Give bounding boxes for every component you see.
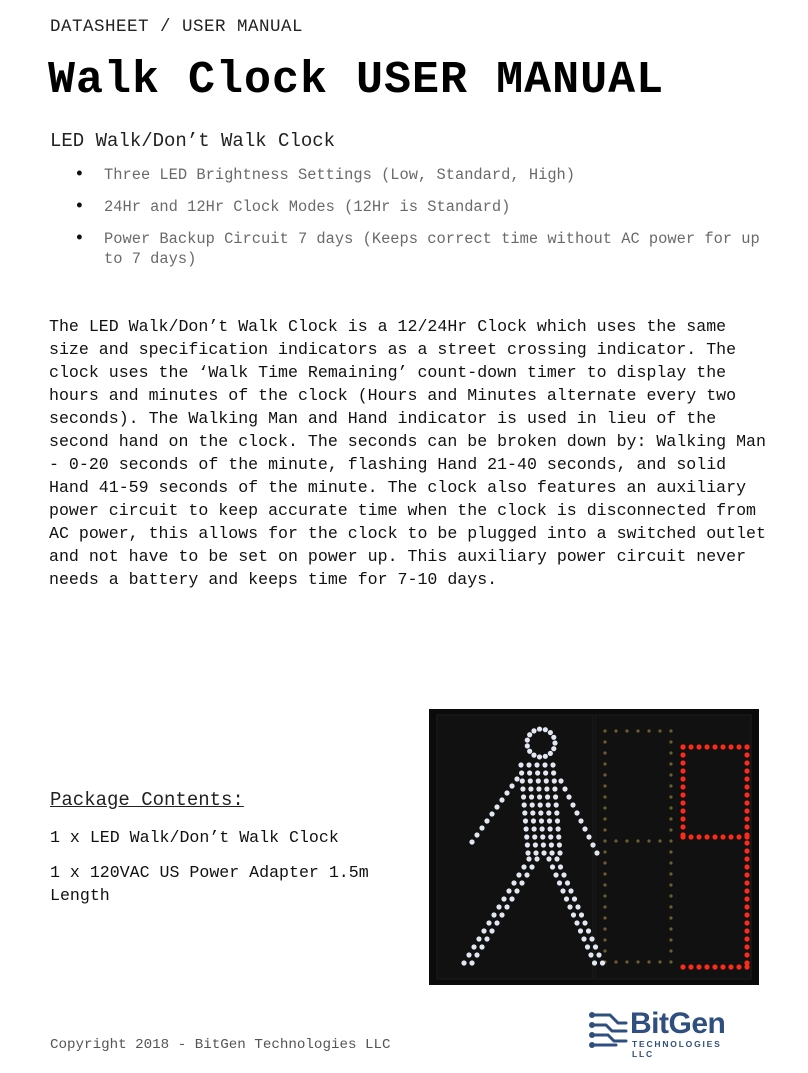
circuit-logo-icon (586, 1007, 630, 1051)
feature-list (74, 165, 764, 281)
bullet-icon: • (74, 165, 85, 185)
copyright-text: Copyright 2018 - BitGen Technologies LLC (50, 1037, 391, 1053)
led-clock-illustration (429, 709, 759, 985)
page-subtitle: LED Walk/Don’t Walk Clock (50, 130, 336, 152)
feature-item (74, 229, 764, 269)
package-item: 1 x LED Walk/Don’t Walk Clock (50, 828, 339, 847)
description-paragraph: The LED Walk/Don’t Walk Clock is a 12/24Hr Clock which uses the same size and specification indicators as a street crossing indicator. The clock uses the ‘Walk Time Remaining’ count-down timer to display the hours and minutes of the clock (Hours and Minutes alternate every two seconds). The Walking Man and Hand indicator is used in lieu of the second hand on the clock. The seconds can be broken down by: Walking Man - 0-20 seconds of the minute, flashing Hand 21-40 seconds, and solid Hand 41-59 seconds of the minute. The clock also features an auxiliary power circuit to keep accurate time when the clock is disconnected from AC power, this allows for the clock to be plugged into a switched outlet and not have to be set on power up. This auxiliary power circuit never needs a battery and keeps time for 7-10 days. (49, 317, 766, 589)
package-contents-list (50, 826, 420, 919)
package-contents-heading: Package Contents: (50, 789, 244, 811)
bitgen-logo (586, 1005, 736, 1059)
bullet-icon: • (74, 229, 85, 249)
feature-item (74, 197, 764, 217)
page-title: Walk Clock USER MANUAL (48, 55, 665, 106)
logo-brand: BitGen (630, 1007, 726, 1040)
bullet-icon: • (74, 197, 85, 217)
feature-item (74, 165, 764, 185)
feature-text: Power Backup Circuit 7 days (Keeps correct time without AC power for up to 7 days) (104, 230, 760, 268)
clock-photo (429, 709, 759, 985)
feature-text: Three LED Brightness Settings (Low, Standard, High) (104, 166, 576, 184)
feature-text: 24Hr and 12Hr Clock Modes (12Hr is Standard) (104, 198, 511, 216)
package-item: 1 x 120VAC US Power Adapter 1.5m Length (50, 863, 369, 905)
document-header: DATASHEET / USER MANUAL (50, 17, 304, 37)
logo-tagline: TECHNOLOGIES LLC (632, 1039, 722, 1059)
